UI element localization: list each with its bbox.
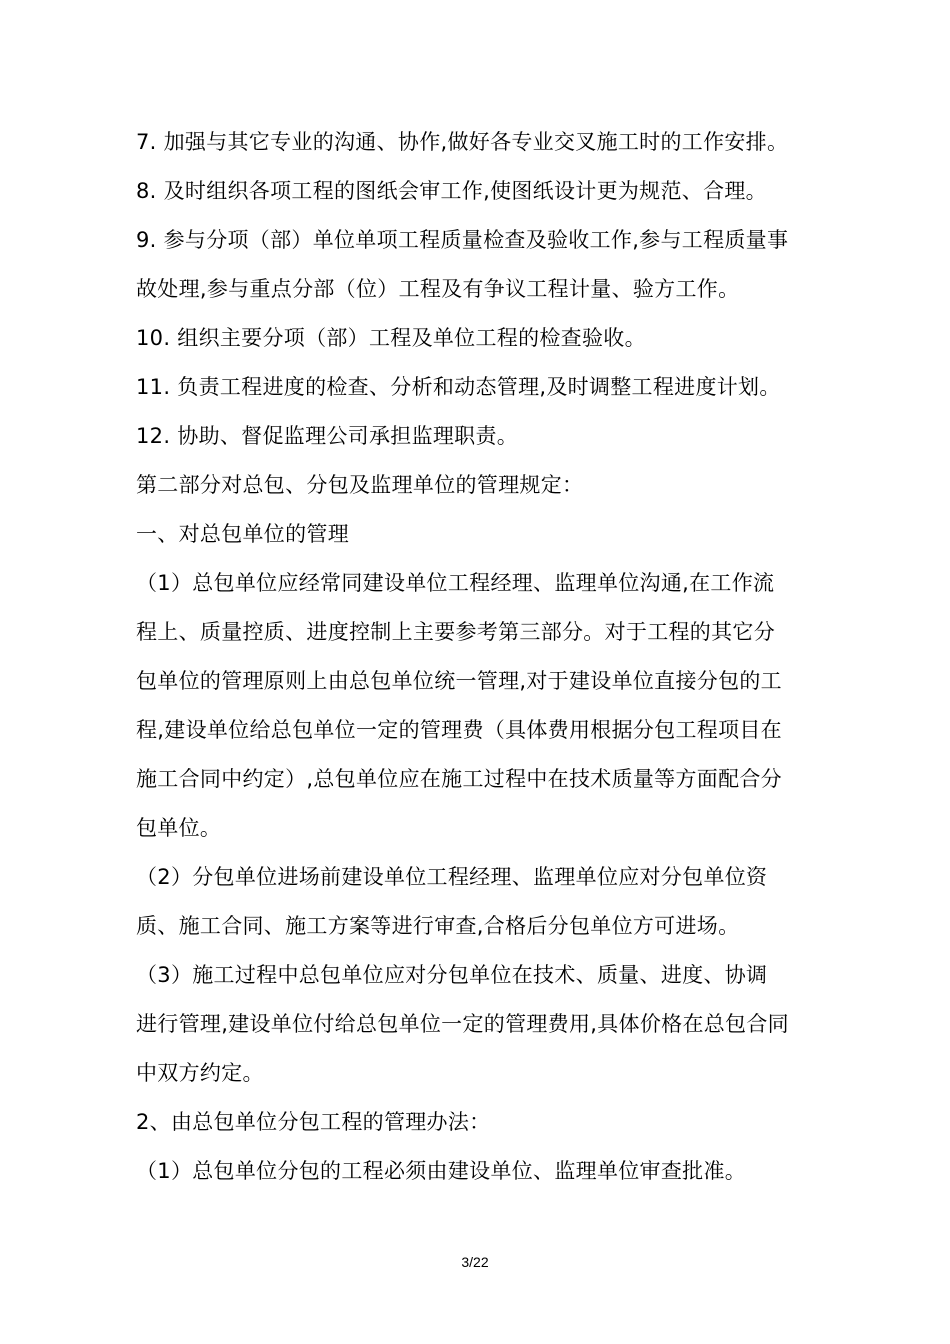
text-line: 12. 协助、督促监理公司承担监理职责。	[136, 424, 519, 448]
text-line: 包单位的管理原则上由总包单位统一管理,对于建设单位直接分包的工	[136, 669, 782, 693]
text-line: 程上、质量控质、进度控制上主要参考第三部分。对于工程的其它分	[136, 620, 775, 644]
text-line: 10. 组织主要分项（部）工程及单位工程的检查验收。	[136, 326, 646, 350]
text-line: 7. 加强与其它专业的沟通、协作,做好各专业交叉施工时的工作安排。	[136, 130, 789, 154]
text-line: 质、施工合同、施工方案等进行审查,合格后分包单位方可进场。	[136, 914, 740, 938]
page-number: 3/22	[461, 1254, 489, 1270]
text-line: 9. 参与分项（部）单位单项工程质量检查及验收工作,参与工程质量事	[136, 228, 789, 252]
text-line: 包单位。	[136, 816, 222, 840]
text-line: （1）总包单位分包的工程必须由建设单位、监理单位审查批准。	[136, 1159, 747, 1183]
text-line: 11. 负责工程进度的检查、分析和动态管理,及时调整工程进度计划。	[136, 375, 781, 399]
subsection-heading: 2、由总包单位分包工程的管理办法：	[136, 1110, 491, 1134]
text-line: （2）分包单位进场前建设单位工程经理、监理单位应对分包单位资	[136, 865, 768, 889]
text-line: 8. 及时组织各项工程的图纸会审工作,使图纸设计更为规范、合理。	[136, 179, 767, 203]
text-line: 故处理,参与重点分部（位）工程及有争议工程计量、验方工作。	[136, 277, 740, 301]
document-body	[136, 118, 826, 1196]
subsection-heading: 一、对总包单位的管理	[136, 522, 349, 546]
text-line: 中双方约定。	[136, 1061, 264, 1085]
text-line: 程,建设单位给总包单位一定的管理费（具体费用根据分包工程项目在	[136, 718, 782, 742]
text-line: 施工合同中约定）,总包单位应在施工过程中在技术质量等方面配合分	[136, 767, 782, 791]
text-line: （1）总包单位应经常同建设单位工程经理、监理单位沟通,在工作流	[136, 571, 775, 595]
text-line: 进行管理,建设单位付给总包单位一定的管理费用,具体价格在总包合同	[136, 1012, 789, 1036]
text-line: （3）施工过程中总包单位应对分包单位在技术、质量、进度、协调	[136, 963, 768, 987]
section-heading: 第二部分对总包、分包及监理单位的管理规定：	[136, 473, 584, 497]
